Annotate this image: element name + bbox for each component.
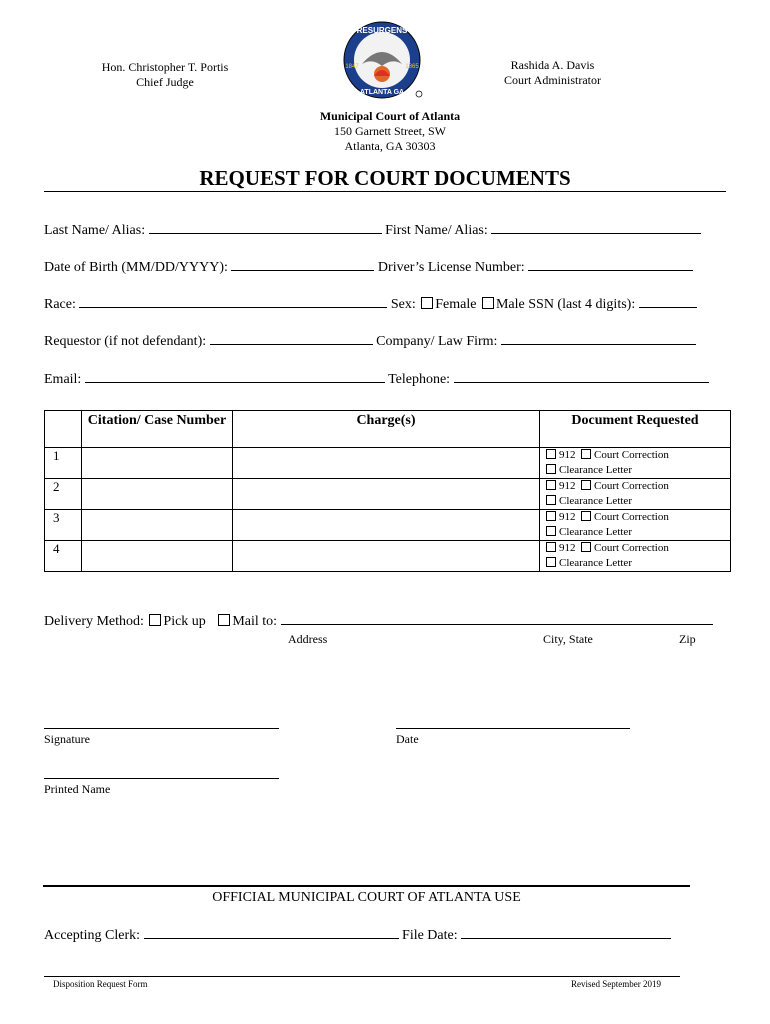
telephone-label: Telephone:: [388, 372, 451, 387]
first-name-input[interactable]: [491, 221, 701, 234]
row-number: 4: [45, 541, 82, 572]
option-912-label: 912: [559, 542, 576, 554]
table-row: [45, 510, 731, 541]
ssn-label: SSN (last 4 digits):: [528, 297, 636, 312]
document-options: [540, 510, 731, 541]
license-input[interactable]: [528, 258, 693, 271]
charges-cell[interactable]: [233, 541, 540, 572]
printed-name-caption: Printed Name: [44, 782, 111, 796]
mail-checkbox[interactable]: [218, 614, 230, 626]
dob-row: [44, 258, 693, 276]
seal-bottom-text: ATLANTA GA: [359, 89, 405, 96]
option-912-checkbox[interactable]: [546, 511, 556, 521]
official-row: [44, 926, 671, 944]
table-row: [45, 541, 731, 572]
requestor-label: Requestor (if not defendant):: [44, 334, 207, 349]
female-checkbox[interactable]: [421, 297, 433, 309]
option-correction-label: Court Correction: [594, 511, 669, 523]
signature-caption: Signature: [44, 732, 90, 746]
official-rule: [43, 885, 690, 887]
table-header-num: [45, 411, 82, 448]
footer-form-name: Disposition Request Form: [53, 979, 148, 989]
chief-judge-block: [80, 60, 250, 90]
pickup-checkbox[interactable]: [149, 614, 161, 626]
table-row: [45, 479, 731, 510]
female-label: Female: [435, 297, 477, 312]
court-name: Municipal Court of Atlanta: [319, 109, 461, 123]
title-rule: [44, 191, 726, 192]
table-header-document: Document Requested: [540, 411, 731, 448]
email-input[interactable]: [85, 370, 385, 383]
email-label: Email:: [44, 372, 82, 387]
telephone-input[interactable]: [454, 370, 709, 383]
seal-right-text: 1865: [405, 64, 419, 70]
company-label: Company/ Law Firm:: [376, 334, 498, 349]
option-correction-checkbox[interactable]: [581, 449, 591, 459]
court-admin-block: [475, 58, 630, 88]
document-options: [540, 541, 731, 572]
option-clearance-label: Clearance Letter: [559, 557, 632, 569]
option-correction-checkbox[interactable]: [581, 511, 591, 521]
form-title: REQUEST FOR COURT DOCUMENTS: [199, 166, 571, 190]
option-correction-checkbox[interactable]: [581, 542, 591, 552]
chief-judge-name: Hon. Christopher T. Portis: [101, 60, 229, 74]
dob-input[interactable]: [231, 258, 374, 271]
seal-top-text: RESURGENS: [356, 26, 408, 35]
official-heading: OFFICIAL MUNICIPAL COURT OF ATLANTA USE: [212, 890, 521, 905]
charges-cell[interactable]: [233, 479, 540, 510]
option-correction-label: Court Correction: [594, 449, 669, 461]
race-input[interactable]: [79, 295, 387, 308]
first-name-label: First Name/ Alias:: [385, 223, 488, 238]
race-label: Race:: [44, 297, 76, 312]
mail-label: Mail to:: [232, 614, 278, 629]
footer-rule: [44, 976, 680, 977]
document-options: [540, 479, 731, 510]
row-number: 2: [45, 479, 82, 510]
option-correction-label: Court Correction: [594, 542, 669, 554]
last-name-label: Last Name/ Alias:: [44, 223, 146, 238]
documents-table: [44, 410, 731, 572]
accepting-clerk-label: Accepting Clerk:: [44, 928, 141, 943]
male-checkbox[interactable]: [482, 297, 494, 309]
license-label: Driver’s License Number:: [377, 260, 525, 275]
file-date-input[interactable]: [461, 926, 671, 939]
male-label: Male: [495, 297, 525, 312]
table-header-charges: Charge(s): [233, 411, 540, 448]
delivery-label: Delivery Method:: [44, 614, 144, 629]
option-clearance-checkbox[interactable]: [546, 495, 556, 505]
court-admin-title: Court Administrator: [504, 73, 601, 87]
option-clearance-checkbox[interactable]: [546, 526, 556, 536]
seal-left-text: 1847: [345, 64, 359, 70]
court-address-block: [280, 109, 500, 154]
accepting-clerk-input[interactable]: [144, 926, 399, 939]
email-row: [44, 370, 709, 388]
court-address-line1: 150 Garnett Street, SW: [334, 124, 446, 138]
footer-revision: Revised September 2019: [571, 979, 661, 989]
delivery-row: [44, 612, 713, 630]
option-912-checkbox[interactable]: [546, 449, 556, 459]
charges-cell[interactable]: [233, 448, 540, 479]
city-caption: City, State: [543, 632, 593, 646]
sex-label: Sex:: [390, 297, 416, 312]
option-correction-checkbox[interactable]: [581, 480, 591, 490]
date-line[interactable]: [396, 728, 630, 729]
zip-caption: Zip: [679, 632, 696, 646]
row-number: 3: [45, 510, 82, 541]
option-correction-label: Court Correction: [594, 480, 669, 492]
court-address-line2: Atlanta, GA 30303: [344, 139, 436, 153]
race-row: [44, 295, 697, 313]
pickup-label: Pick up: [163, 614, 206, 629]
option-clearance-label: Clearance Letter: [559, 495, 632, 507]
last-name-input[interactable]: [149, 221, 382, 234]
option-912-checkbox[interactable]: [546, 480, 556, 490]
printed-name-line[interactable]: [44, 778, 279, 779]
table-header-citation: Citation/ Case Number: [82, 411, 233, 448]
table-row: [45, 448, 731, 479]
ssn-input[interactable]: [639, 295, 697, 308]
row-number: 1: [45, 448, 82, 479]
option-912-label: 912: [559, 511, 576, 523]
mail-address-input[interactable]: [281, 612, 713, 625]
option-clearance-checkbox[interactable]: [546, 557, 556, 567]
file-date-label: File Date:: [402, 928, 458, 943]
city-seal: [336, 20, 432, 100]
charges-cell[interactable]: [233, 510, 540, 541]
address-caption: Address: [288, 632, 328, 646]
table-header-row: [45, 411, 731, 448]
dob-label: Date of Birth (MM/DD/YYYY):: [44, 260, 228, 275]
citation-cell[interactable]: [82, 479, 233, 510]
option-912-label: 912: [559, 449, 576, 461]
chief-judge-title: Chief Judge: [136, 75, 194, 89]
option-912-checkbox[interactable]: [546, 542, 556, 552]
company-input[interactable]: [501, 332, 696, 345]
signature-line[interactable]: [44, 728, 279, 729]
last-name-row: [44, 221, 701, 239]
document-options: [540, 448, 731, 479]
requestor-row: [44, 332, 696, 350]
option-clearance-label: Clearance Letter: [559, 464, 632, 476]
citation-cell[interactable]: [82, 510, 233, 541]
option-912-label: 912: [559, 480, 576, 492]
requestor-input[interactable]: [210, 332, 373, 345]
court-admin-name: Rashida A. Davis: [510, 58, 595, 72]
option-clearance-checkbox[interactable]: [546, 464, 556, 474]
date-caption: Date: [396, 732, 419, 746]
option-clearance-label: Clearance Letter: [559, 526, 632, 538]
citation-cell[interactable]: [82, 541, 233, 572]
citation-cell[interactable]: [82, 448, 233, 479]
